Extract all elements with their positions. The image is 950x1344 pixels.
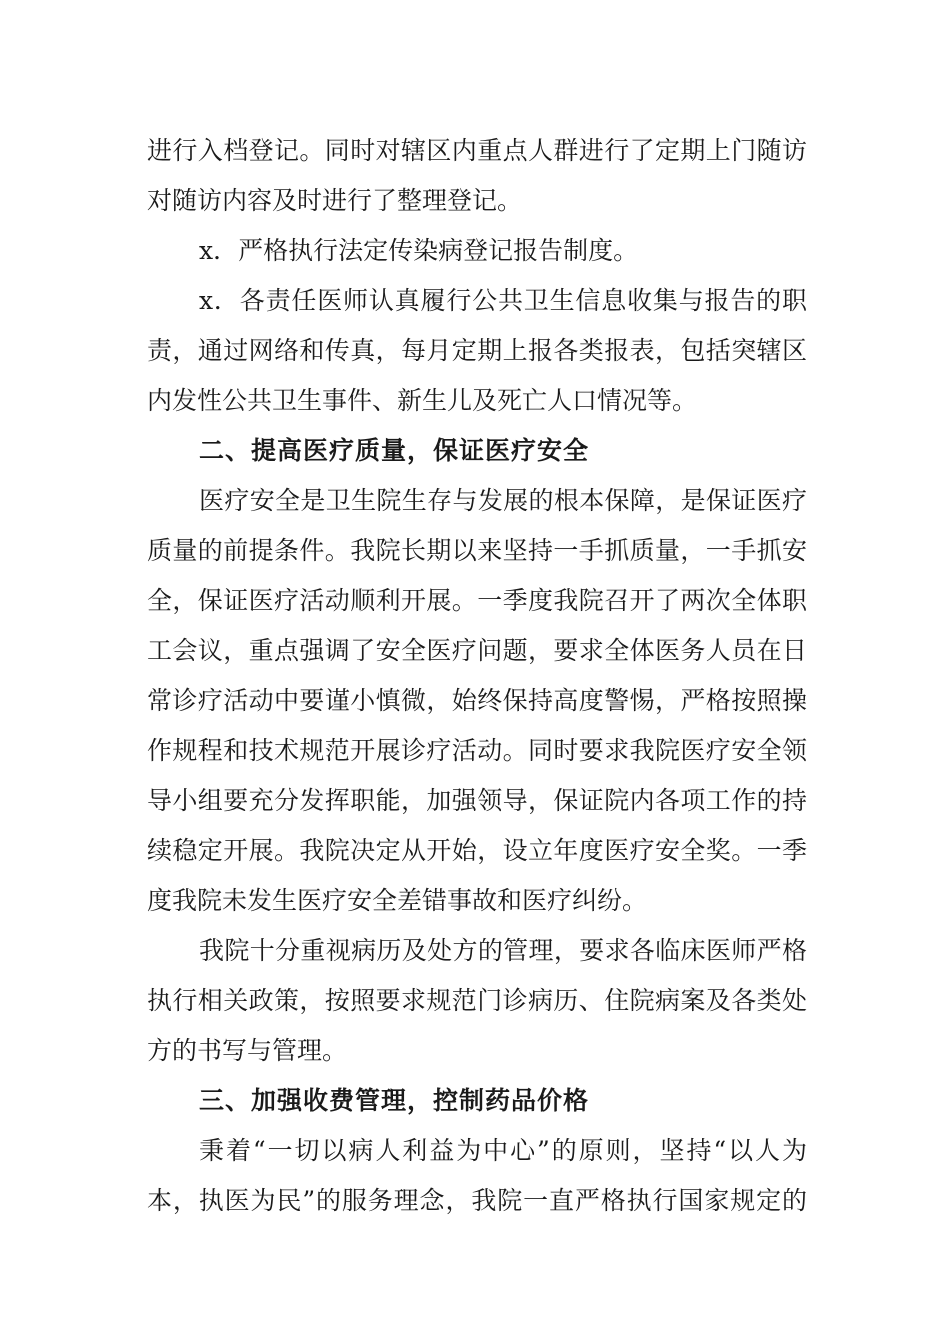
body-line: 对随访内容及时进行了整理登记。 (147, 186, 523, 215)
body-line: 度我院未发生医疗安全差错事故和医疗纠纷。 (147, 886, 648, 915)
body-line: 常诊疗活动中要谨小慎微，始终保持高度警惕，严格按照操 (147, 686, 807, 715)
list-item: x．严格执行法定传染病登记报告制度。 (199, 236, 639, 265)
section-heading: 二、提高医疗质量，保证医疗安全 (199, 436, 590, 465)
body-line: 续稳定开展。我院决定从开始，设立年度医疗安全奖。一季 (147, 836, 807, 865)
body-line: 质量的前提条件。我院长期以来坚持一手抓质量，一手抓安 (147, 536, 807, 565)
body-line: 内发性公共卫生事件、新生儿及死亡人口情况等。 (147, 386, 698, 415)
body-line: 工会议，重点强调了安全医疗问题，要求全体医务人员在日 (147, 636, 807, 665)
paragraph-first-line: 秉着“一切以病人利益为中心”的原则，坚持“以人为 (199, 1136, 807, 1165)
body-line: 进行入档登记。同时对辖区内重点人群进行了定期上门随访 (147, 136, 807, 165)
body-line: 执行相关政策，按照要求规范门诊病历、住院病案及各类处 (147, 986, 807, 1015)
body-line: 导小组要充分发挥职能，加强领导，保证院内各项工作的持 (147, 786, 807, 815)
body-line: 方的书写与管理。 (147, 1036, 348, 1065)
body-line: 作规程和技术规范开展诊疗活动。同时要求我院医疗安全领 (147, 736, 807, 765)
body-line: 本，执医为民”的服务理念，我院一直严格执行国家规定的 (147, 1186, 807, 1215)
paragraph-first-line: 医疗安全是卫生院生存与发展的根本保障，是保证医疗 (199, 486, 807, 515)
list-item: x．各责任医师认真履行公共卫生信息收集与报告的职 (199, 286, 807, 315)
body-line: 责，通过网络和传真，每月定期上报各类报表，包括突辖区 (147, 336, 807, 365)
section-heading: 三、加强收费管理，控制药品价格 (199, 1086, 590, 1115)
paragraph-first-line: 我院十分重视病历及处方的管理，要求各临床医师严格 (199, 936, 807, 965)
document-body (147, 126, 807, 1226)
body-line: 全，保证医疗活动顺利开展。一季度我院召开了两次全体职 (147, 586, 807, 615)
